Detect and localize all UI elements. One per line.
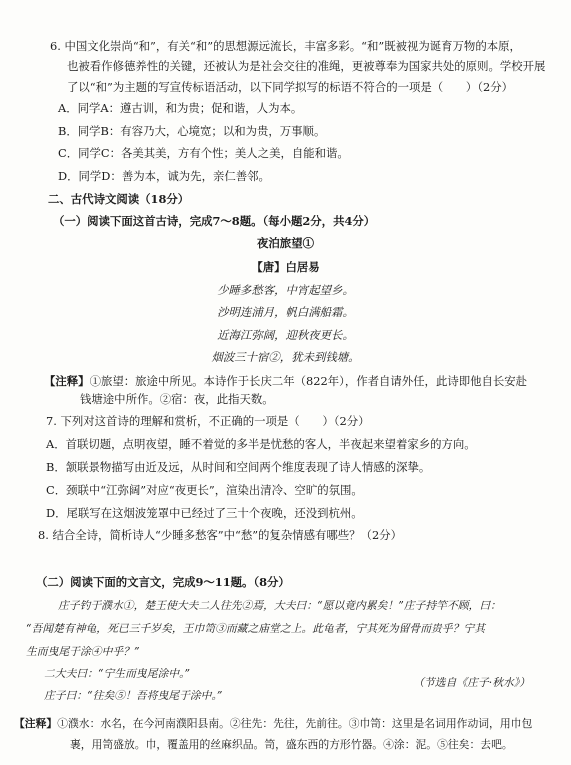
q8-stem: 8. 结合全诗，简析诗人“少睡多愁客”中“愁”的复杂情感有哪些？（2分） [38,528,402,542]
q6-option-d: D．同学D：善为本，诚为先，亲仁善邻。 [58,169,270,183]
poem-title: 夜泊旅望① [257,236,314,250]
note2-line-1 [14,716,532,731]
poem-author: 【唐】白居易 [251,260,320,274]
note2-label: 【注释】 [14,717,58,730]
poem-line: 烟波三十宿②，犹未到钱塘。 [211,350,360,364]
note2-line-2: 裹，用笥盛放。巾，覆盖用的丝麻织品。笥，盛东西的方形竹器。④涂：泥。⑤往矣：去吧。 [70,738,513,751]
poem-line: 少睡多愁客，中宵起望乡。 [217,283,354,297]
prose-line-2: “吾闻楚有神龟，死已三千岁矣，王巾笥③而藏之庙堂之上。此龟者，宁其死为留骨而贵乎？宁其 [26,622,485,635]
note1-label: 【注释】 [44,374,90,388]
q6-option-a: A．同学A：遵古训，和为贵；促和谐，人为本。 [58,101,303,115]
section-title: 二、古代诗文阅读（18分） [48,192,190,206]
prose-line-4: 二大夫曰：“宁生而曳尾涂中。” [44,667,190,680]
q7-stem: 7. 下列对这首诗的理解和赏析，不正确的一项是（ ）（2分） [46,414,370,428]
part2-title: （二）阅读下面的文言文，完成9～11题。（8分） [36,575,290,589]
note1-line-2: 钱塘途中所作。②宿：夜，此指天数。 [80,392,274,406]
q7-option-a: A．首联切题，点明夜望，睡不着觉的多半是忧愁的客人，半夜起来望着家乡的方向。 [46,437,476,451]
q7-option-d: D．尾联写在这烟波笼罩中已经过了三十个夜晚，还没到杭州。 [46,506,363,520]
note1-text-1: ①旅望：旅途中所见。本诗作于长庆二年（822年），作者自请外任，此诗即他自长安赴 [89,374,528,388]
q7-option-b: B．颔联景物描写由近及远，从时间和空间两个维度表现了诗人情感的深挚。 [46,460,431,474]
prose-line-1: 庄子钓于濮水①，楚王使大夫二人往先②焉，大夫曰：“愿以竟内累矣！”庄子持竿不顾，曰： [58,599,501,612]
prose-line-5: 庄子曰：“往矣⑤！吾将曳尾于涂中。” [44,689,223,702]
q6-option-c: C．同学C：各美其美，方有个性；美人之美，自能和谐。 [58,146,349,160]
note1-line-1 [44,374,527,389]
prose-line-3: 生而曳尾于涂④中乎？” [26,645,140,658]
q7-option-c: C．颈联中“江弥阔”对应“夜更长”，渲染出清冷、空旷的氛围。 [46,483,363,497]
q6-stem-line-1: 6. 中国文化崇尚“和”，有关“和”的思想源远流长，丰富多彩。“和”既被视为诞育万物的本原， [50,39,521,53]
q6-stem-line-2: 也被看作修德养性的关键，还被认为是社会交往的准绳，更被尊奉为国家共处的原则。学校开展 [67,59,546,73]
poem-line: 沙明连浦月，帆白满船霜。 [217,305,354,319]
note2-text-1: ①濮水：水名，在今河南濮阳县南。②往先：先往，先前往。③巾笥：这里是名词用作动词，用巾包 [57,717,533,730]
q6-stem-line-3: 了以“和”为主题的写宣传标语活动，以下同学拟写的标语不符合的一项是（ ）（2分） [67,80,514,94]
part1-title: （一）阅读下面这首古诗，完成7～8题。（每小题2分，共4分） [53,214,376,228]
prose-source: （节选自《庄子·秋水》） [413,676,530,689]
q6-option-b: B．同学B：有容乃大，心境宽；以和为贵，万事顺。 [58,124,326,138]
poem-line: 近海江弥阔，迎秋夜更长。 [217,328,354,342]
